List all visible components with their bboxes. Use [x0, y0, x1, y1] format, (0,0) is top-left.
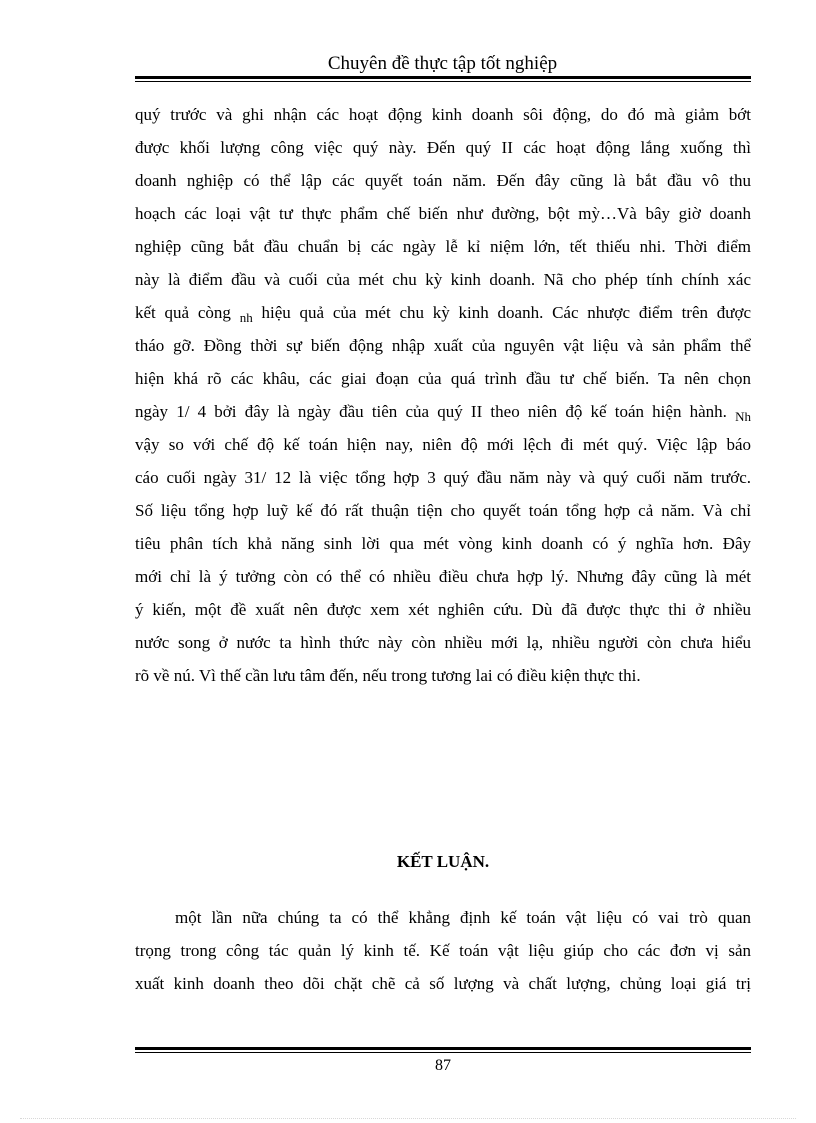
text-line: này là điểm đầu và cuối của mét chu kỳ kinh doanh. Nã cho phép tính chính xác [135, 270, 751, 289]
text-line: mới chỉ là ý tưởng còn có thể có nhiều điều chưa hợp lý. Nhưng đây cũng là mét [135, 567, 751, 586]
subscript-fragment: nh [239, 310, 253, 325]
text-fragment: ngày 1/ 4 bởi đây là ngày đầu tiên của quý II theo niên độ kế toán hiện hành. [135, 402, 727, 421]
text-line: doanh nghiệp có thể lập các quyết toán năm. Đến đây cũng là bắt đầu vô thu [135, 171, 751, 190]
text-line: nước song ở nước ta hình thức này còn nhiều mới lạ, nhiều người còn chưa hiểu [135, 633, 751, 652]
text-line: tháo gỡ. Đồng thời sự biến động nhập xuất của nguyên vật liệu và sản phẩm thể [135, 336, 751, 355]
text-line: xuất kinh doanh theo dõi chặt chẽ cả số lượng và chất lượng, chủng loại giá trị [135, 974, 751, 993]
text-line: hiện khá rõ các khâu, các giai đoạn của quá trình đầu tư chế biến. Ta nên chọn [135, 369, 751, 388]
text-fragment: kết quả còng [135, 303, 231, 322]
text-line [135, 296, 751, 329]
text-line: rõ về nú. Vì thế cần lưu tâm đến, nếu trong tương lai có điều kiện thực thi. [135, 666, 641, 685]
text-line: hoạch các loại vật tư thực phẩm chế biến như đường, bột mỳ…Và bây giờ doanh [135, 204, 751, 223]
footer-rule-thick [135, 1047, 751, 1050]
text-line [135, 395, 751, 428]
text-line: trọng trong công tác quản lý kinh tế. Kế toán vật liệu giúp cho các đơn vị sản [135, 941, 751, 960]
subscript-fragment: Nh [735, 409, 751, 424]
text-line: vậy so với chế độ kế toán hiện nay, niên độ mới lệch đi mét quý. Việc lập báo [135, 435, 751, 454]
text-fragment: hiệu quả của mét chu kỳ kinh doanh. Các nhược điểm trên được [261, 303, 752, 322]
text-line: một lần nữa chúng ta có thể khẳng định kế toán vật liệu có vai trò quan [175, 908, 751, 927]
text-line: ý kiến, một đề xuất nên được xem xét nghiên cứu. Dù đã được thực thi ở nhiều [135, 600, 751, 619]
header-rule-thin [135, 81, 751, 82]
text-line: quý trước và ghi nhận các hoạt động kinh doanh sôi động, do đó mà giảm bớt [135, 105, 751, 124]
text-line: cáo cuối ngày 31/ 12 là việc tổng hợp 3 quý đầu năm này và quý cuối năm trước. [135, 468, 751, 487]
text-line: được khối lượng công việc quý này. Đến quý II các hoạt động lắng xuống thì [135, 138, 751, 157]
text-line: nghiệp cũng bắt đầu chuẩn bị các ngày lễ kỉ niệm lớn, tết thiếu nhi. Thời điểm [135, 237, 751, 256]
page-edge-dotted-line [20, 1118, 796, 1119]
header-rule-thick [135, 76, 751, 79]
page-number: 87 [435, 1057, 451, 1074]
text-line: tiêu phân tích khả năng sinh lời qua mét vòng kinh doanh có ý nghĩa hơn. Đây [135, 534, 751, 553]
text-line: Số liệu tổng hợp luỹ kế đó rất thuận tiện cho quyết toán tổng hợp cả năm. Và chỉ [135, 501, 751, 520]
conclusion-heading: KẾT LUẬN. [396, 852, 490, 871]
page-header-title: Chuyên đề thực tập tốt nghiệp [327, 53, 558, 74]
footer-rule-thin [135, 1052, 751, 1053]
conclusion-paragraph [135, 901, 751, 1000]
body-paragraph [135, 98, 751, 692]
